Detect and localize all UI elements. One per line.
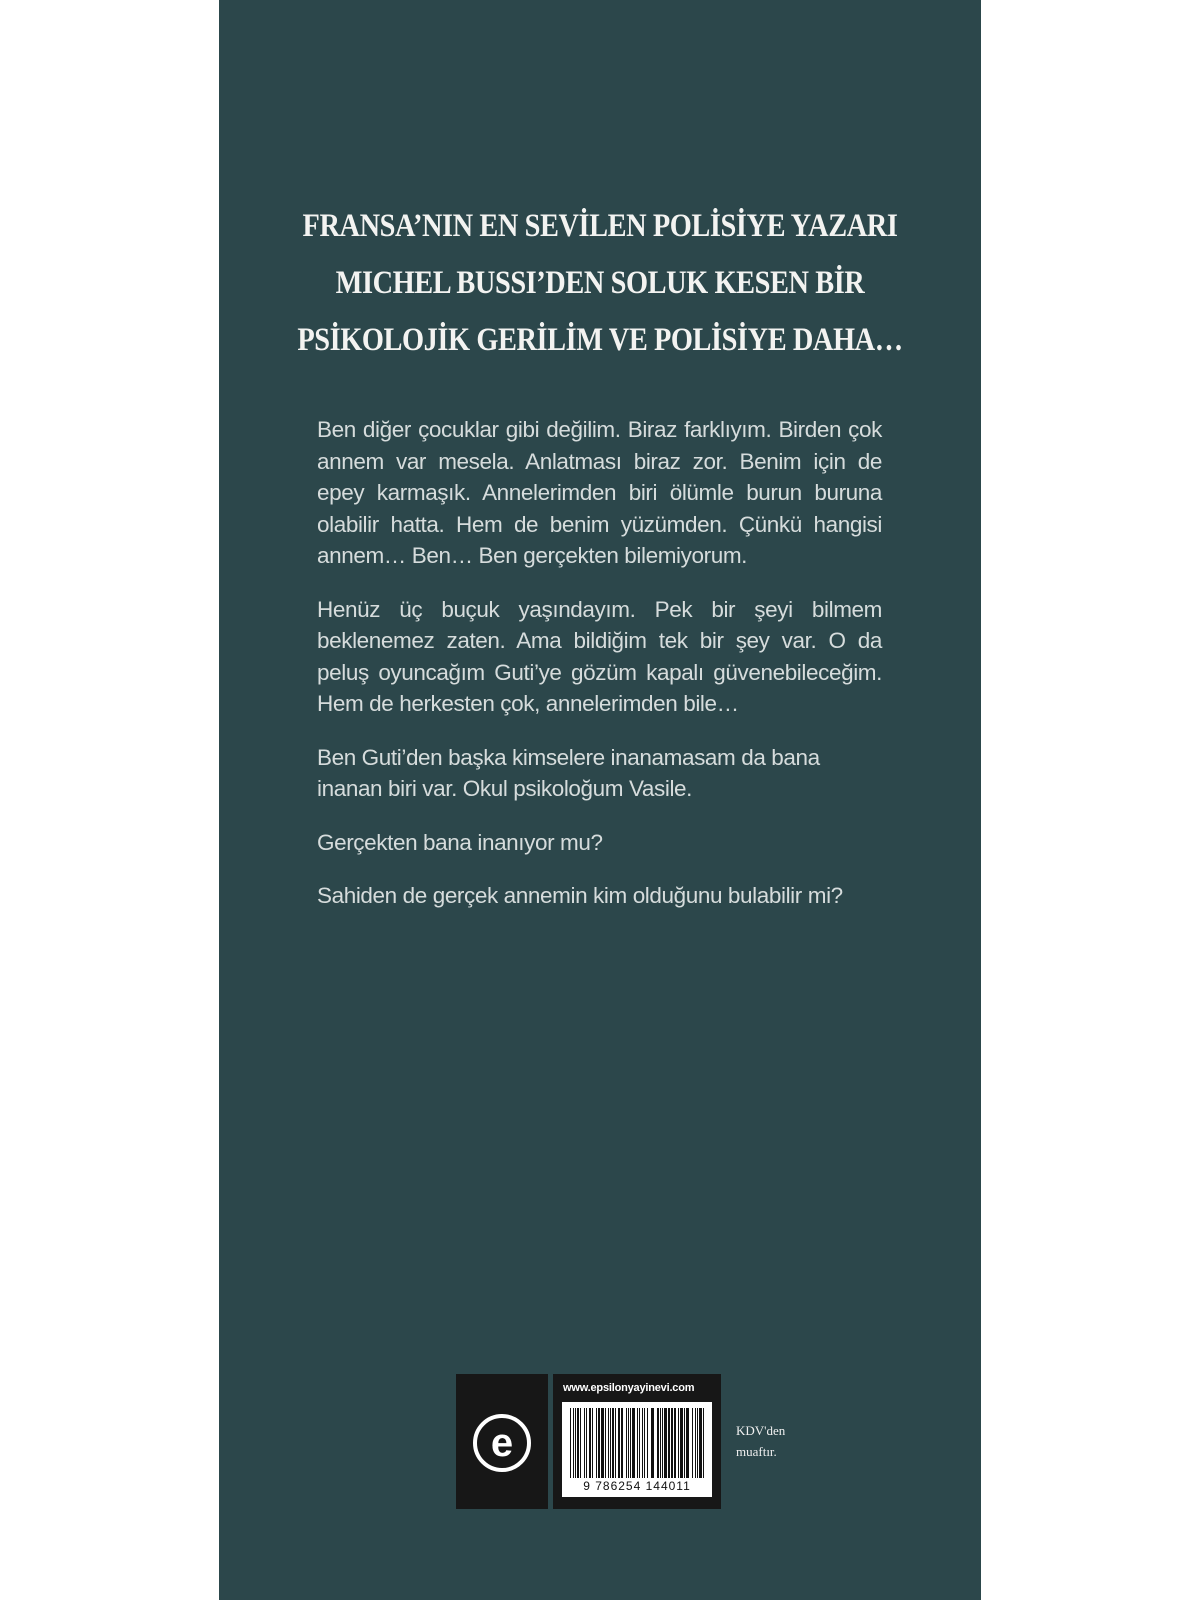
barcode-bar xyxy=(589,1408,591,1478)
barcode-bar xyxy=(608,1408,609,1478)
blurb-paragraph-3: Ben Guti’den başka kimselere inanamasam da bana inanan biri var. Okul psikoloğum Vasile. xyxy=(317,744,820,801)
barcode-bar xyxy=(642,1408,643,1478)
barcode-bar xyxy=(680,1408,683,1478)
isbn-digits: 9 786254 144011 xyxy=(583,1479,691,1493)
barcode-bar xyxy=(668,1408,670,1478)
blurb xyxy=(317,414,882,934)
barcode-bar xyxy=(612,1408,614,1478)
barcode-bar xyxy=(632,1408,635,1478)
barcode-bar xyxy=(575,1408,576,1478)
barcode-bar xyxy=(644,1408,645,1478)
barcode-bar xyxy=(684,1408,685,1478)
tax-exempt-note xyxy=(736,1420,816,1462)
barcode-bar xyxy=(703,1408,704,1478)
barcode-bar xyxy=(598,1408,600,1478)
barcode-bar xyxy=(580,1408,581,1478)
barcode-bar xyxy=(615,1408,616,1478)
barcode-bars xyxy=(568,1408,706,1478)
headline-line-2: MICHEL BUSSI’DEN SOLUK KESEN BİR xyxy=(335,265,865,301)
barcode-bar xyxy=(628,1408,629,1478)
barcode-bar xyxy=(637,1408,638,1478)
barcode-bar xyxy=(639,1408,640,1478)
blurb-paragraph-4: Gerçekten bana inanıyor mu? xyxy=(317,829,603,855)
barcode-bar xyxy=(692,1408,693,1478)
barcode-bar xyxy=(618,1408,620,1478)
barcode-bar xyxy=(577,1408,579,1478)
barcode-label xyxy=(562,1402,712,1497)
barcode-bar xyxy=(610,1408,611,1478)
publisher-logo-panel xyxy=(456,1374,548,1509)
barcode-bar xyxy=(674,1408,676,1478)
epsilon-logo-icon xyxy=(473,1414,531,1472)
publisher-website: www.epsilonyayinevi.com xyxy=(563,1382,695,1394)
barcode-bar xyxy=(686,1408,689,1478)
barcode-bar xyxy=(697,1408,698,1478)
barcode-bar xyxy=(584,1408,585,1478)
barcode-bar xyxy=(573,1408,574,1478)
headline-line-3: PSİKOLOJİK GERİLİM VE POLİSİYE DAHA… xyxy=(297,322,903,358)
barcode-bar xyxy=(662,1408,663,1478)
barcode-bar xyxy=(570,1408,571,1478)
barcode-bar xyxy=(664,1408,667,1478)
barcode-panel xyxy=(553,1374,721,1509)
logo-letter: e xyxy=(490,1421,514,1465)
barcode-bar xyxy=(678,1408,679,1478)
barcode-bar xyxy=(586,1408,587,1478)
barcode-bar xyxy=(630,1408,631,1478)
barcode-bar xyxy=(699,1408,702,1478)
barcode-bar xyxy=(601,1408,604,1478)
tax-note-line-1: KDV'den xyxy=(736,1423,786,1438)
headline-line-1: FRANSA’NIN EN SEVİLEN POLİSİYE YAZARI xyxy=(302,208,898,244)
blurb-paragraph-1: Ben diğer çocuklar gibi değilim. Biraz farklıyım. Birden çok annem var mesela. Anlatması biraz zor. Benim için de epey karmaşık. Annelerimden biri ölümle burun buruna olabilir hatta. Hem de benim yüzümden. Çünkü hangisi annem… Ben… Ben gerçekten bilemiyorum. xyxy=(317,417,882,568)
tax-note-line-2: muaftır. xyxy=(736,1444,777,1459)
blurb-paragraph-5: Sahiden de gerçek annemin kim olduğunu bulabilir mi? xyxy=(317,883,843,908)
barcode-bar xyxy=(657,1408,659,1478)
barcode-bar xyxy=(626,1408,627,1478)
barcode-bar xyxy=(660,1408,661,1478)
back-cover xyxy=(219,0,981,1600)
barcode-bar xyxy=(605,1408,606,1478)
barcode-bar xyxy=(621,1408,623,1478)
blurb-paragraph-2: Henüz üç buçuk yaşındayım. Pek bir şeyi bilmem beklenemez zaten. Ama bildiğim tek bir şey var. O da peluş oyuncağım Guti’ye gözüm kapalı güvenebileceğim. Hem de herkesten çok, annelerimden bile… xyxy=(317,596,882,716)
barcode-bar xyxy=(651,1408,654,1478)
headline xyxy=(272,198,927,369)
barcode-bar xyxy=(695,1408,696,1478)
barcode-bar xyxy=(592,1408,593,1478)
barcode-bar xyxy=(671,1408,673,1478)
barcode-bar xyxy=(647,1408,648,1478)
barcode-bar xyxy=(596,1408,597,1478)
